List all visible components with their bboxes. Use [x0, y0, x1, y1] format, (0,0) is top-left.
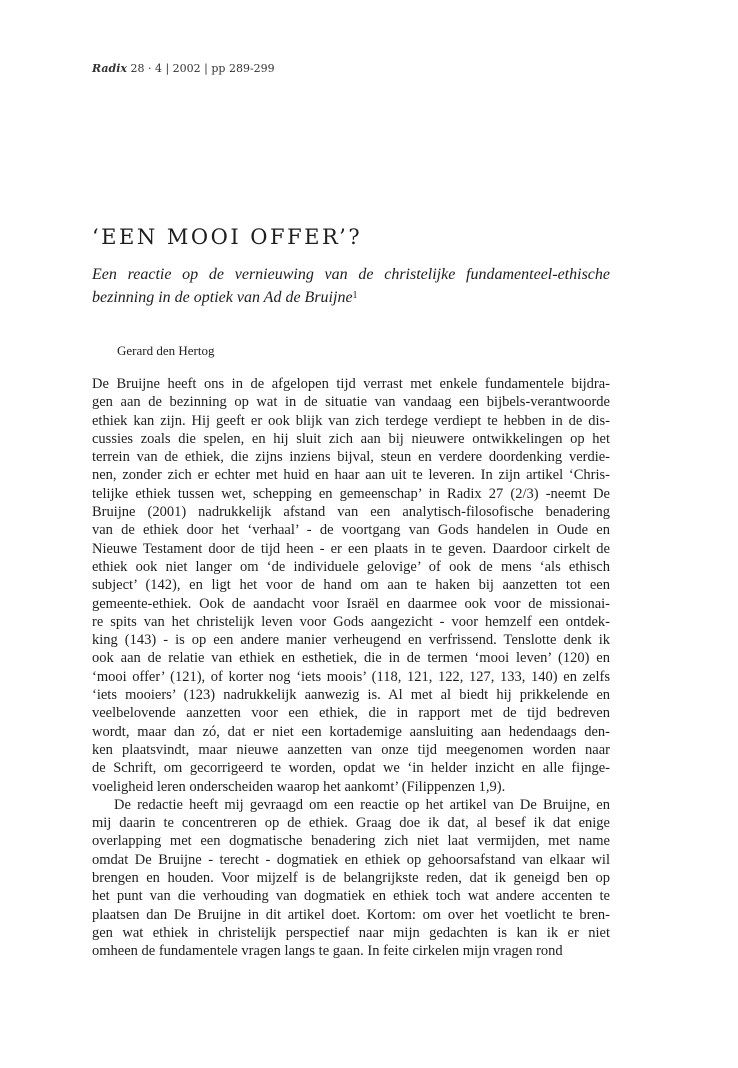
subtitle-text: Een reactie op de vernieuwing van de christelijke fundamenteel-ethische bezinning in de optiek van Ad de Bruijne — [92, 266, 610, 306]
article-subtitle — [92, 264, 610, 308]
running-head — [92, 62, 275, 75]
text-line: omheen de fundamentele vragen langs te gaan. In feite cirkelen mijn vragen rond — [92, 943, 563, 960]
text-line: plaatsen dan De Bruijne in dit artikel doet. Kortom: om over het voetlicht te bren- — [92, 906, 610, 923]
text-line: telijke ethiek tussen wet, schepping en gemeenschap’ in Radix 27 (2/3) -neemt De — [92, 485, 610, 502]
text-line: ook aan de relatie van ethiek en esthetiek, die in de termen ‘mooi leven’ (120) en — [92, 650, 610, 667]
text-line: gen wat ethiek in christelijk perspectief naar mijn gedachten is kan ik er niet — [92, 924, 610, 941]
text-line: nen, zonder zich er echter met huid en haar aan uit te leveren. In zijn artikel ‘Chris- — [92, 467, 610, 484]
text-line: veelbelovende aanzetten voor een ethiek, die in rapport met de tijd bedreven — [92, 705, 610, 722]
paragraph — [92, 796, 610, 961]
text-line: Bruijne (2001) nadrukkelijk afstand van een analytisch-filosofische benadering — [92, 504, 610, 521]
text-line: omdat De Bruijne - terecht - dogmatiek en ethiek op gehoorsafstand van elkaar wil — [92, 851, 610, 868]
paragraph — [92, 375, 610, 796]
text-line: de Schrift, om gecorrigeerd te worden, opdat we ‘in helder inzicht en alle fijnge- — [92, 760, 610, 777]
article-title: ‘EEN MOOI OFFER’? — [92, 225, 363, 249]
text-line: overlapping met een dogmatische benadering zich niet laat vermijden, met name — [92, 833, 610, 850]
journal-name: Radix — [92, 62, 127, 75]
text-line: king (143) - is op een andere manier verheugend en verfrissend. Tenslotte denk ik — [92, 632, 610, 649]
text-line: gen aan de bezinning op wat in de situatie van vandaag een bijbels-verantwoorde — [92, 394, 610, 411]
text-line: ethiek ook niet langer om ‘de individuele gelovige’ of ook de mens ‘als ethisch — [92, 558, 610, 575]
text-line: De redactie heeft mij gevraagd om een reactie op het artikel van De Bruijne, en — [114, 796, 610, 813]
text-line: Nieuwe Testament door de tijd heen - er een plaats in te geven. Daardoor cirkelt de — [92, 540, 610, 557]
separator: | — [165, 62, 170, 75]
article-body — [92, 375, 610, 961]
text-line: mij daarin te concentreren op de ethiek. Graag doe ik dat, al besef ik dat enige — [92, 815, 610, 832]
author-name: Gerard den Hertog — [117, 343, 215, 358]
text-line: subject’ (142), en ligt het voor de hand om aan te haken bij aanzetten tot een — [92, 577, 610, 594]
text-line: terrein van de ethiek, die zijns inziens bijval, steun en verdere doordenking verdie- — [92, 449, 610, 466]
text-line: re spits van het christelijk leven voor Gods aangezicht - voor hemzelf een ontdek- — [92, 613, 610, 630]
text-line: ‘mooi offer’ (121), of korter nog ‘iets moois’ (118, 121, 122, 127, 133, 140) en zelfs — [92, 668, 610, 685]
text-line: van de ethiek door het ‘verhaal’ - de voortgang van Gods handelen in Oude en — [92, 522, 610, 539]
text-line: brengen en houden. Voor mijzelf is de belangrijkste reden, dat ik geneigd ben op — [92, 870, 610, 887]
text-line: ethiek kan zijn. Hij geeft er ook blijk van zich terdege verdiept te hebben in de dis- — [92, 412, 610, 429]
text-line: cussies zoals die spelen, en hij sluit zich aan bij nieuwere ontwikkelingen op het — [92, 430, 610, 447]
text-line: voeligheid leren onderscheiden waarop het aankomt’ (Filippenzen 1,9). — [92, 778, 506, 795]
footnote-marker[interactable]: 1 — [352, 290, 358, 301]
text-line: ken plaatsvindt, maar nieuwe aanzetten van onze tijd meegenomen worden naar — [92, 741, 610, 758]
separator: | — [204, 62, 208, 75]
page-range: pp 289-299 — [211, 62, 275, 75]
text-line: wordt, maar dan zó, dat er niet een kortademige aansluiting aan hedendaags den- — [92, 723, 610, 740]
text-line: ‘iets mooiers’ (123) nadrukkelijk aanwezig is. Al met al biedt hij prikkelende en — [92, 687, 610, 704]
volume-issue: 28 · 4 — [130, 62, 162, 75]
text-line: De Bruijne heeft ons in de afgelopen tijd verrast met enkele fundamentele bijdra- — [92, 376, 610, 392]
text-line: gemeente-ethiek. Ook de aandacht voor Israël en daarmee ook voor de missionai- — [92, 595, 610, 612]
text-line: het punt van die verhouding van dogmatiek en ethiek toch wat andere accenten te — [92, 888, 610, 905]
publication-year: 2002 — [172, 62, 201, 75]
